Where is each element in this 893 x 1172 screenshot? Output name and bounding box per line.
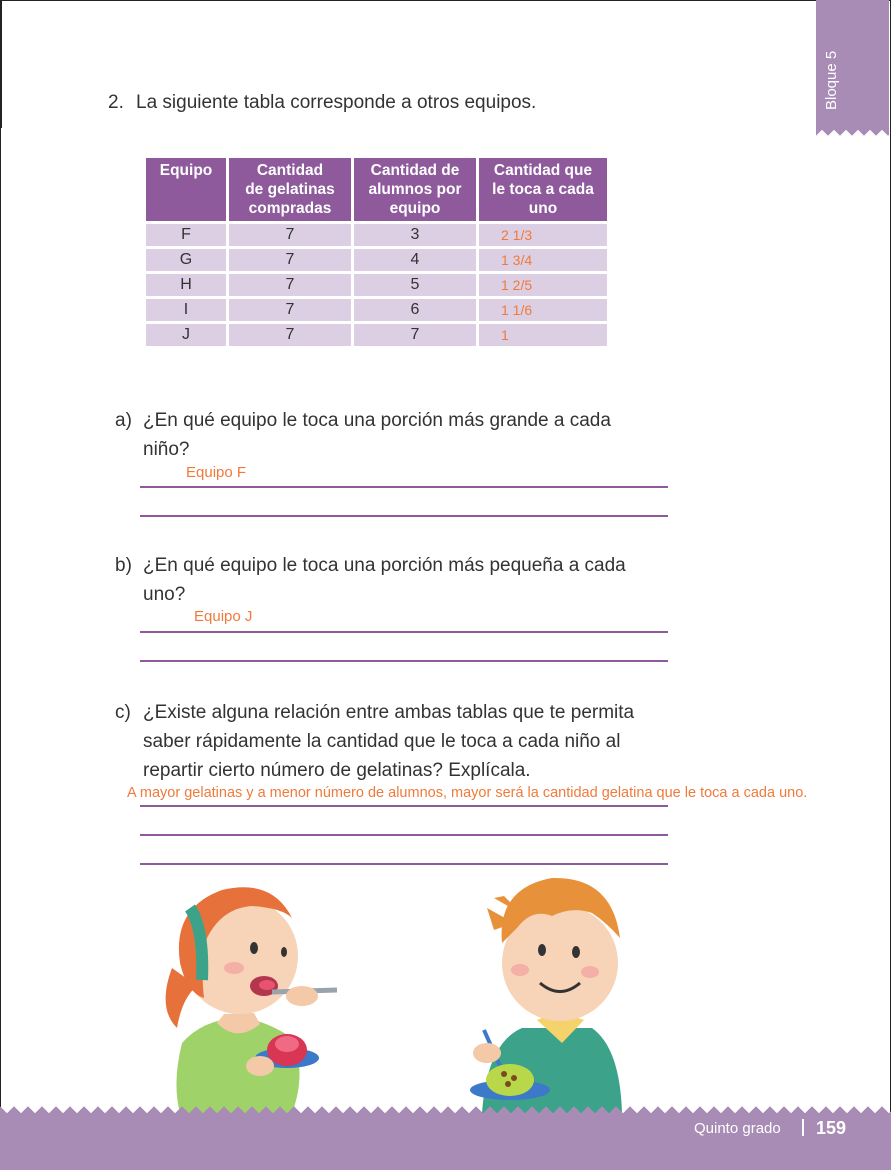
question-c-label: c): [115, 702, 131, 723]
question-a-text-2: niño?: [143, 439, 190, 460]
cell-respuesta: 1 3/4: [479, 249, 607, 271]
answer-line[interactable]: [140, 805, 668, 807]
cell-gelatinas: 7: [229, 249, 351, 271]
footer-separator: [802, 1119, 804, 1136]
question-a: [115, 406, 611, 464]
cell-respuesta: 2 1/3: [479, 224, 607, 246]
question-2-text: La siguiente tabla corresponde a otros equipos.: [136, 92, 537, 113]
question-b-text-1: ¿En qué equipo le toca una porción más pequeña a cada: [143, 555, 626, 576]
cell-gelatinas: 7: [229, 299, 351, 321]
answer-line[interactable]: [140, 863, 668, 865]
footer-grade: Quinto grado: [694, 1120, 781, 1137]
question-a-text-1: ¿En qué equipo le toca una porción más grande a cada: [143, 410, 611, 431]
table-row: [146, 249, 607, 271]
header-alumnos: Cantidad de alumnos por equipo: [354, 158, 476, 221]
table-row: [146, 324, 607, 346]
page-number: 159: [816, 1118, 847, 1138]
cell-alumnos: 7: [354, 324, 476, 346]
question-b-label: b): [115, 555, 132, 576]
question-2: [108, 88, 536, 117]
cell-alumnos: 5: [354, 274, 476, 296]
cell-respuesta: 1: [479, 324, 607, 346]
question-c-text-1: ¿Existe alguna relación entre ambas tablas que te permita: [143, 702, 635, 723]
table-row: [146, 224, 607, 246]
cell-alumnos: 3: [354, 224, 476, 246]
header-equipo: Equipo: [146, 158, 226, 221]
cell-equipo: G: [146, 249, 226, 271]
question-2-number: 2.: [108, 92, 124, 113]
answer-line[interactable]: [140, 631, 668, 633]
question-c-text-3: repartir cierto número de gelatinas? Explícala.: [143, 760, 531, 781]
page-edge-mark: [0, 0, 2, 128]
girl-illustration: [166, 887, 337, 1113]
question-a-label: a): [115, 410, 132, 431]
question-c-text-2: saber rápidamente la cantidad que le toca a cada niño al: [143, 731, 621, 752]
cell-equipo: I: [146, 299, 226, 321]
bloque-label: Bloque 5: [823, 50, 840, 110]
answer-line[interactable]: [140, 834, 668, 836]
cell-equipo: F: [146, 224, 226, 246]
table-row: [146, 299, 607, 321]
cell-gelatinas: 7: [229, 324, 351, 346]
header-gelatinas: Cantidad de gelatinas compradas: [229, 158, 351, 221]
data-table: [143, 155, 610, 349]
header-respuesta: Cantidad que le toca a cada uno: [479, 158, 607, 221]
answer-line[interactable]: [140, 660, 668, 662]
cell-alumnos: 6: [354, 299, 476, 321]
cell-alumnos: 4: [354, 249, 476, 271]
cell-respuesta: 1 2/5: [479, 274, 607, 296]
boy-illustration: [470, 878, 622, 1113]
answer-line[interactable]: [140, 515, 668, 517]
cell-gelatinas: 7: [229, 274, 351, 296]
cell-equipo: J: [146, 324, 226, 346]
question-b-text-2: uno?: [143, 584, 186, 605]
question-c: [115, 698, 634, 785]
children-eating-gelatin-illustration: [142, 868, 642, 1113]
table-row: [146, 274, 607, 296]
answer-c[interactable]: A mayor gelatinas y a menor número de alumnos, mayor será la cantidad gelatina que le toca a cada uno.: [127, 785, 808, 801]
table-header-row: [146, 158, 607, 221]
answer-line[interactable]: [140, 486, 668, 488]
question-b: [115, 551, 626, 609]
cell-respuesta: 1 1/6: [479, 299, 607, 321]
answer-a[interactable]: Equipo F: [186, 464, 247, 481]
cell-equipo: H: [146, 274, 226, 296]
answer-b[interactable]: Equipo J: [194, 608, 253, 625]
cell-gelatinas: 7: [229, 224, 351, 246]
